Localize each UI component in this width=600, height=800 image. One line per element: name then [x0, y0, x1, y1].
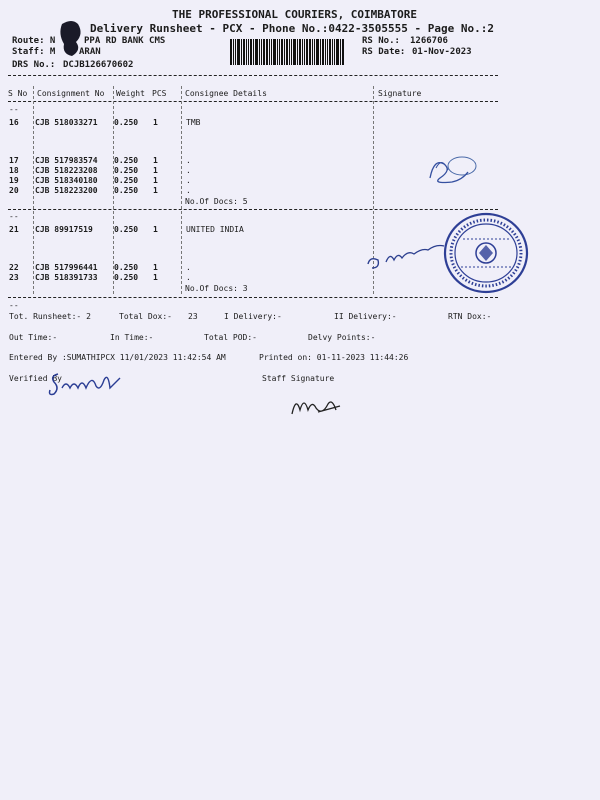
- rs-no-label: RS No.:: [362, 36, 400, 46]
- barcode-bar: [291, 39, 292, 65]
- row-consignment-no: CJB 517996441: [35, 263, 98, 272]
- runsheet-title: Delivery Runsheet - PCX - Phone No.:0422-3505555 - Page No.:2: [90, 22, 494, 35]
- barcode-bar: [237, 39, 240, 65]
- rs-no-value: 1266706: [410, 36, 448, 46]
- barcode-bar: [255, 39, 258, 65]
- barcode-bar: [273, 39, 276, 65]
- row-consignment-no: CJB 518340180: [35, 176, 98, 185]
- col-signature: Signature: [378, 89, 422, 98]
- group-docs-count: No.Of Docs: 5: [185, 197, 248, 206]
- barcode-bar: [306, 39, 308, 65]
- barcode-bar: [322, 39, 324, 65]
- row-weight: 0.250: [114, 166, 139, 175]
- barcode-bar: [235, 39, 236, 65]
- barcode-bar: [332, 39, 333, 65]
- barcode-bar: [299, 39, 301, 65]
- barcode-bar: [342, 39, 344, 65]
- barcode-bar: [293, 39, 296, 65]
- barcode-bar: [279, 39, 280, 65]
- barcode-bar: [302, 39, 303, 65]
- row-sno: 19: [9, 176, 19, 185]
- row-consignee: .: [186, 263, 191, 272]
- row-weight: 0.250: [114, 176, 139, 185]
- company-name: THE PROFESSIONAL COURIERS, COIMBATORE: [172, 8, 418, 21]
- row-weight: 0.250: [114, 156, 139, 165]
- barcode-bar: [314, 39, 315, 65]
- drs-label: DRS No.:: [12, 60, 56, 70]
- i-delivery: I Delivery:-: [224, 312, 282, 321]
- row-pcs: 1: [153, 156, 158, 165]
- barcode-bar: [284, 39, 285, 65]
- barcode-bar: [297, 39, 298, 65]
- barcode-bar: [259, 39, 260, 65]
- col-sno: S No: [8, 89, 28, 98]
- col-weight: Weight: [116, 89, 145, 98]
- barcode-bar: [230, 39, 232, 65]
- row-sno: 20: [9, 186, 19, 195]
- divider: [8, 297, 498, 298]
- row-consignee: .: [186, 176, 191, 185]
- verified-by: Verified By: [9, 374, 62, 383]
- row-consignment-no: CJB 518033271: [35, 118, 98, 127]
- col-consignee: Consignee Details: [185, 89, 267, 98]
- barcode-bar: [233, 39, 234, 65]
- delvy-points: Delvy Points:-: [308, 333, 376, 342]
- barcode-bar: [241, 39, 242, 65]
- row-pcs: 1: [153, 186, 158, 195]
- entered-by: Entered By :SUMATHIPCX 11/01/2023 11:42:54 AM: [9, 353, 226, 362]
- group-marker: --: [9, 105, 19, 114]
- barcode-bar: [271, 39, 272, 65]
- row-pcs: 1: [153, 166, 158, 175]
- row-consignment-no: CJB 89917519: [35, 225, 93, 234]
- row-consignee: .: [186, 273, 191, 282]
- row-pcs: 1: [153, 273, 158, 282]
- row-consignee: .: [186, 186, 191, 195]
- barcode-bar: [263, 39, 265, 65]
- barcode-bar: [289, 39, 290, 65]
- barcode-bar: [243, 39, 245, 65]
- row-sno: 21: [9, 225, 19, 234]
- total-pod: Total POD:-: [204, 333, 257, 342]
- group-marker: --: [9, 301, 19, 310]
- total-dox-value: 23: [188, 312, 198, 321]
- barcode-bar: [327, 39, 328, 65]
- divider: [8, 75, 498, 76]
- barcode-bar: [253, 39, 254, 65]
- row-consignment-no: CJB 517983574: [35, 156, 98, 165]
- barcode-bar: [329, 39, 331, 65]
- barcode-bar: [281, 39, 283, 65]
- tot-runsheet: Tot. Runsheet:- 2: [9, 312, 91, 321]
- barcode-bar: [334, 39, 335, 65]
- staff-value: ARAN: [79, 47, 101, 57]
- staff-signature: [288, 390, 344, 420]
- group-marker: --: [9, 212, 19, 221]
- staff-label: Staff: M: [12, 47, 56, 57]
- route-label: Route: N: [12, 36, 56, 46]
- divider: [8, 101, 498, 102]
- rs-date-label: RS Date:: [362, 47, 406, 57]
- barcode: [230, 39, 353, 65]
- barcode-bar: [286, 39, 288, 65]
- in-time: In Time:-: [110, 333, 154, 342]
- row-pcs: 1: [153, 118, 158, 127]
- ii-delivery: II Delivery:-: [334, 312, 397, 321]
- barcode-bar: [340, 39, 341, 65]
- row-consignee: TMB: [186, 118, 201, 127]
- barcode-bar: [320, 39, 321, 65]
- total-dox-label: Total Dox:-: [119, 312, 172, 321]
- col-pcs: PCS: [152, 89, 167, 98]
- barcode-bar: [316, 39, 319, 65]
- row-consignee: .: [186, 166, 191, 175]
- row-pcs: 1: [153, 225, 158, 234]
- barcode-bar: [277, 39, 278, 65]
- rtn-dox: RTN Dox:-: [448, 312, 492, 321]
- company-round-seal: [441, 211, 531, 295]
- column-separator: [33, 86, 34, 294]
- barcode-bar: [304, 39, 305, 65]
- row-pcs: 1: [153, 263, 158, 272]
- barcode-bar: [325, 39, 326, 65]
- barcode-bar: [266, 39, 268, 65]
- row-weight: 0.250: [114, 225, 139, 234]
- barcode-bar: [312, 39, 313, 65]
- row-sno: 22: [9, 263, 19, 272]
- row-consignment-no: CJB 518391733: [35, 273, 98, 282]
- row-sno: 18: [9, 166, 19, 175]
- group-docs-count: No.Of Docs: 3: [185, 284, 248, 293]
- drs-value: DCJB126670602: [63, 60, 134, 70]
- row-consignment-no: CJB 518223200: [35, 186, 98, 195]
- column-separator: [181, 86, 182, 294]
- barcode-bar: [269, 39, 270, 65]
- row-weight: 0.250: [114, 273, 139, 282]
- barcode-bar: [250, 39, 252, 65]
- receiver-signature-stamp: [422, 148, 482, 190]
- row-sno: 17: [9, 156, 19, 165]
- barcode-bar: [309, 39, 311, 65]
- row-consignee: .: [186, 156, 191, 165]
- barcode-bar: [246, 39, 247, 65]
- route-value: PPA RD BANK CMS: [84, 36, 166, 46]
- printed-on: Printed on: 01-11-2023 11:44:26: [259, 353, 409, 362]
- divider: [8, 209, 498, 210]
- barcode-bar: [261, 39, 262, 65]
- barcode-bar: [248, 39, 249, 65]
- out-time: Out Time:-: [9, 333, 58, 342]
- row-pcs: 1: [153, 176, 158, 185]
- barcode-bar: [336, 39, 339, 65]
- row-sno: 16: [9, 118, 19, 127]
- row-weight: 0.250: [114, 118, 139, 127]
- row-weight: 0.250: [114, 263, 139, 272]
- col-consignment: Consignment No: [37, 89, 105, 98]
- staff-signature-label: Staff Signature: [262, 374, 335, 383]
- verifier-signature: [46, 366, 130, 400]
- rs-date-value: 01-Nov-2023: [412, 47, 472, 57]
- row-consignee: UNITED INDIA: [186, 225, 244, 234]
- row-weight: 0.250: [114, 186, 139, 195]
- row-consignment-no: CJB 518223208: [35, 166, 98, 175]
- row-sno: 23: [9, 273, 19, 282]
